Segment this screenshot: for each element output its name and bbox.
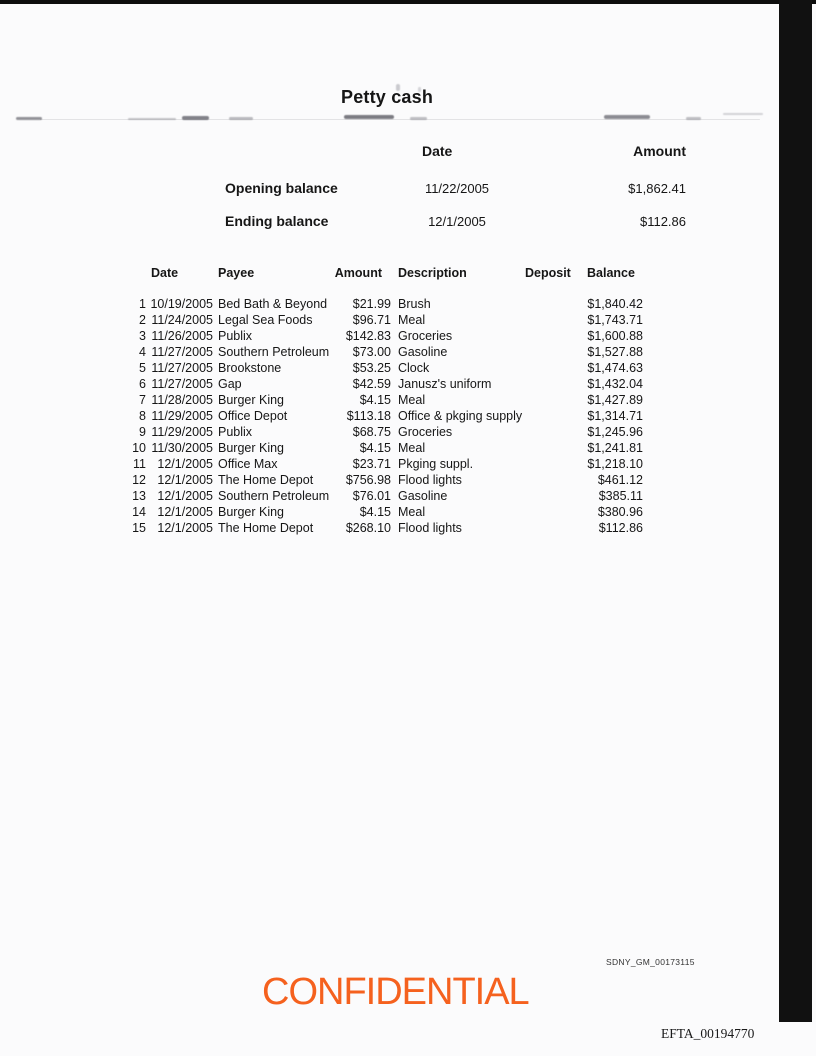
cell-num: 13 [132,489,146,503]
opening-balance-label: Opening balance [225,180,338,196]
cell-balance: $1,245.96 [587,425,643,439]
cell-num: 10 [132,441,146,455]
cell-num: 4 [139,345,146,359]
scan-streak [723,113,763,115]
cell-deposit [525,360,587,376]
cell-deposit [525,488,587,504]
cell-amount: $4.15 [359,441,391,455]
cell-date: 11/24/2005 [151,313,213,327]
cell-desc: Brush [398,297,431,311]
cell-date: 11/27/2005 [151,361,213,375]
summary-date-header: Date [422,143,453,159]
cell-deposit [525,504,587,520]
cell-payee: Southern Petroleum [218,345,330,359]
cell-deposit [525,472,587,488]
cell-num: 15 [132,521,146,535]
cell-num: 7 [139,393,146,407]
table-row [130,408,643,424]
cell-payee: Brookstone [218,361,282,375]
cell-balance: $1,218.10 [587,457,643,471]
table-row [130,360,643,376]
scan-streak [128,118,176,120]
cell-amount: $21.99 [352,297,391,311]
cell-balance: $380.96 [597,505,643,519]
table-row [130,424,643,440]
cell-date: 12/1/2005 [157,505,213,519]
cell-date: 12/1/2005 [157,521,213,535]
cell-payee: Publix [218,425,253,439]
cell-amount: $53.25 [352,361,391,375]
cell-num: 5 [139,361,146,375]
cell-amount: $4.15 [359,393,391,407]
table-row [130,296,643,312]
scan-streak [410,117,427,120]
cell-num: 8 [139,409,146,423]
col-header-description: Description [398,266,467,280]
cell-deposit [525,344,587,360]
cell-desc: Groceries [398,425,453,439]
cell-balance: $1,314.71 [587,409,643,423]
cell-deposit [525,408,587,424]
cell-payee: Burger King [218,441,285,455]
cell-desc: Clock [398,361,430,375]
scan-streak [182,116,209,120]
cell-date: 11/28/2005 [151,393,213,407]
cell-desc: Janusz's uniform [398,377,492,391]
confidential-stamp: CONFIDENTIAL [262,971,529,1013]
cell-amount: $23.71 [352,457,391,471]
cell-balance: $1,840.42 [587,297,643,311]
cell-balance: $112.86 [598,521,643,535]
cell-payee: Publix [218,329,253,343]
table-row [130,488,643,504]
cell-num: 14 [132,505,146,519]
cell-deposit [525,296,587,312]
cell-balance: $385.11 [598,489,643,503]
cell-num: 6 [139,377,146,391]
cell-payee: Legal Sea Foods [218,313,313,327]
table-row [130,328,643,344]
ending-balance-date: 12/1/2005 [428,214,486,229]
cell-date: 10/19/2005 [150,297,213,311]
cell-payee: The Home Depot [218,521,314,535]
cell-date: 11/30/2005 [151,441,213,455]
bates-number-sdny: SDNY_GM_00173115 [606,957,695,967]
scan-streak [16,117,42,120]
cell-deposit [525,456,587,472]
cell-desc: Flood lights [398,521,462,535]
cell-amount: $756.98 [345,473,391,487]
cell-payee: Office Max [218,457,278,471]
table-row [130,472,643,488]
opening-balance-date: 11/22/2005 [424,181,490,196]
cell-num: 1 [139,297,146,311]
table-row [130,392,643,408]
scan-streak [229,117,253,120]
cell-balance: $1,474.63 [587,361,643,375]
cell-deposit [525,440,587,456]
cell-amount: $142.83 [345,329,391,343]
page-title: Petty cash [341,87,434,107]
cell-balance: $1,427.89 [587,393,643,407]
cell-deposit [525,376,587,392]
cell-amount: $268.10 [345,521,391,535]
cell-balance: $461.12 [597,473,643,487]
cell-amount: $76.01 [352,489,391,503]
cell-desc: Meal [398,393,426,407]
cell-desc: Flood lights [398,473,462,487]
col-header-balance: Balance [587,266,635,280]
cell-desc: Meal [398,505,426,519]
cell-amount: $42.59 [352,377,391,391]
cell-payee: Burger King [218,505,285,519]
table-row [130,504,643,520]
cell-desc: Office & pkging supply [398,409,523,423]
cell-balance: $1,527.88 [587,345,643,359]
ending-balance-amount: $112.86 [639,214,686,229]
ending-balance-label: Ending balance [225,213,329,229]
cell-amount: $4.15 [359,505,391,519]
cell-balance: $1,432.04 [587,377,643,391]
cell-num: 12 [132,473,146,487]
cell-balance: $1,600.88 [587,329,643,343]
cell-payee: Southern Petroleum [218,489,330,503]
bates-number-efta: EFTA_00194770 [661,1026,755,1041]
cell-date: 12/1/2005 [157,473,213,487]
cell-desc: Groceries [398,329,453,343]
cell-date: 11/29/2005 [151,409,213,423]
cell-amount: $96.71 [352,313,391,327]
table-row [130,344,643,360]
cell-payee: Burger King [218,393,285,407]
cell-date: 12/1/2005 [157,457,213,471]
scan-edge-right [779,0,812,1022]
cell-desc: Gasoline [398,345,448,359]
cell-payee: The Home Depot [218,473,314,487]
col-header-payee: Payee [218,266,255,280]
cell-num: 11 [133,457,146,471]
cell-amount: $73.00 [352,345,391,359]
ledger-rows [130,296,643,536]
cell-desc: Meal [398,441,426,455]
col-header-date: Date [151,266,179,280]
cell-num: 3 [139,329,146,343]
scan-streak [344,115,394,119]
scan-streak [686,117,701,120]
cell-amount: $113.18 [346,409,391,423]
cell-desc: Meal [398,313,426,327]
cell-num: 2 [139,313,146,327]
cell-payee: Bed Bath & Beyond [218,297,328,311]
cell-payee: Gap [218,377,242,391]
cell-date: 12/1/2005 [157,489,213,503]
ledger-table [130,267,643,536]
cell-payee: Office Depot [218,409,288,423]
table-row [130,376,643,392]
col-header-deposit: Deposit [525,266,571,280]
col-header-amount: Amount [334,266,382,280]
cell-deposit [525,392,587,408]
cell-deposit [525,424,587,440]
cell-deposit [525,312,587,328]
table-row [130,440,643,456]
cell-balance: $1,743.71 [587,313,643,327]
scan-edge-top [0,0,816,4]
cell-deposit [525,520,587,536]
cell-num: 9 [139,425,146,439]
cell-balance: $1,241.81 [587,441,643,455]
cell-deposit [525,328,587,344]
ledger-header-row [130,267,643,280]
cell-date: 11/29/2005 [151,425,213,439]
table-row [130,520,643,536]
cell-amount: $68.75 [352,425,391,439]
opening-balance-amount: $1,862.41 [628,181,686,196]
cell-desc: Gasoline [398,489,448,503]
table-row [130,312,643,328]
cell-desc: Pkging suppl. [398,457,474,471]
scan-streak [604,115,650,119]
cell-date: 11/27/2005 [151,377,213,391]
cell-date: 11/26/2005 [151,329,213,343]
cell-date: 11/27/2005 [151,345,213,359]
table-row [130,456,643,472]
summary-amount-header: Amount [633,143,686,159]
